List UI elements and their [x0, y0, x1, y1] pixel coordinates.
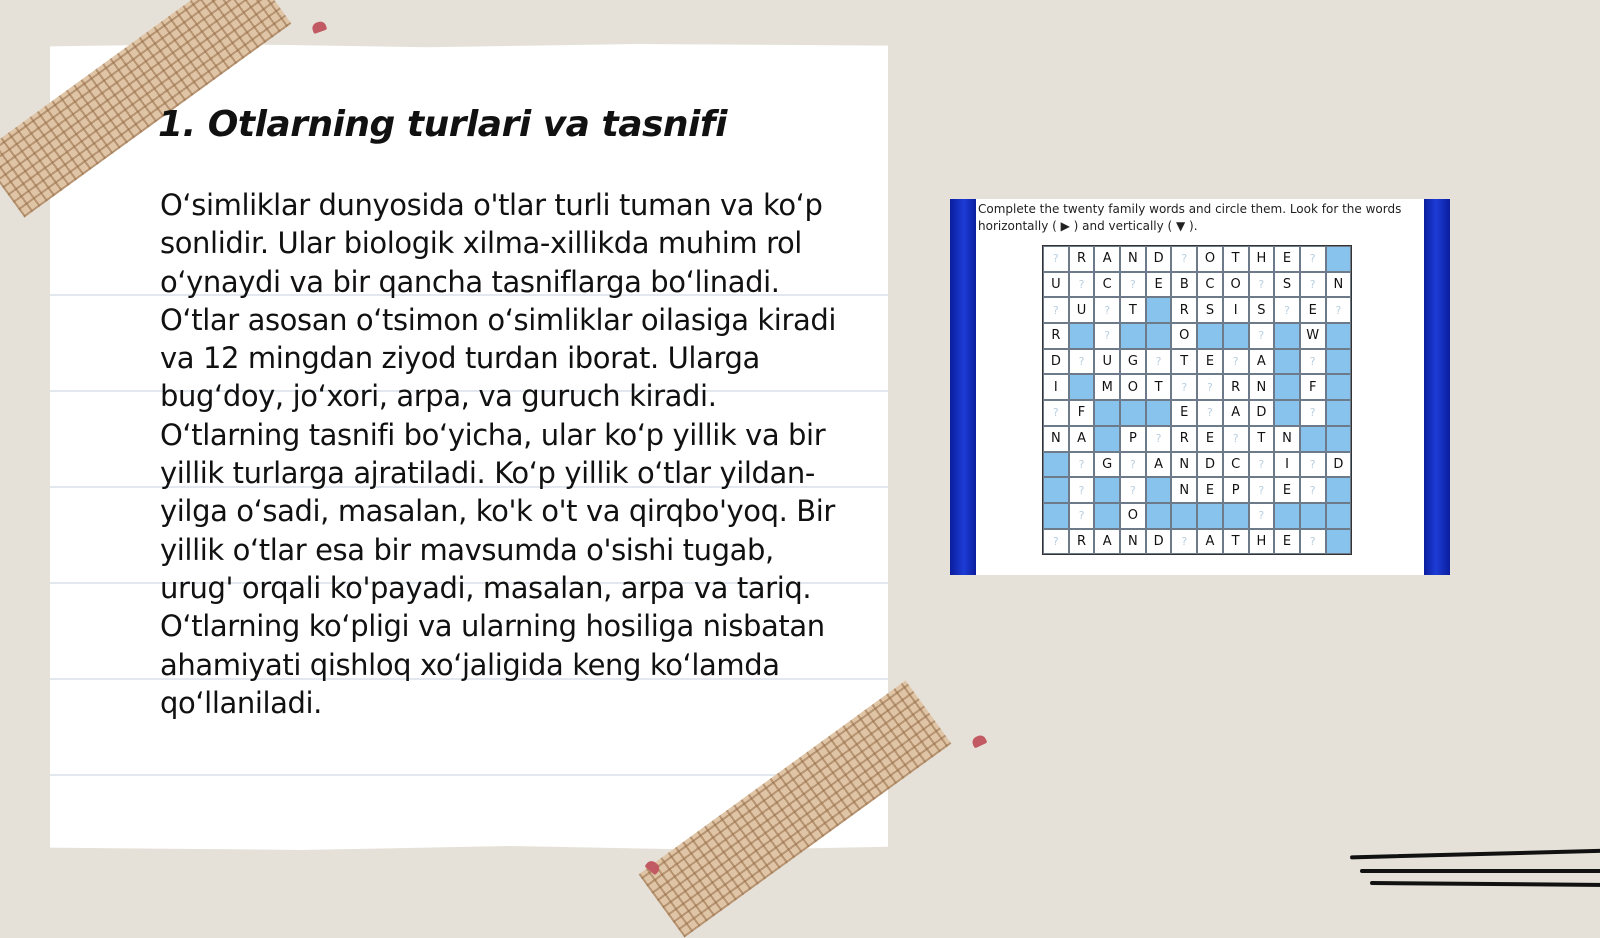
puzzle-cell — [1326, 477, 1352, 503]
puzzle-cell — [1146, 503, 1172, 529]
puzzle-cell: A — [1094, 246, 1120, 272]
puzzle-cell: N — [1043, 426, 1069, 452]
puzzle-cell: H — [1249, 246, 1275, 272]
puzzle-cell — [1120, 323, 1146, 349]
puzzle-cell: ? — [1120, 272, 1146, 298]
puzzle-cell: E — [1197, 426, 1223, 452]
puzzle-cell: ? — [1043, 400, 1069, 426]
puzzle-cell — [1223, 503, 1249, 529]
puzzle-cell: ? — [1146, 349, 1172, 375]
puzzle-cell: A — [1094, 529, 1120, 555]
puzzle-cell: E — [1300, 297, 1326, 323]
puzzle-cell: O — [1120, 374, 1146, 400]
puzzle-cell: ? — [1249, 272, 1275, 298]
puzzle-cell: D — [1043, 349, 1069, 375]
puzzle-cell: P — [1223, 477, 1249, 503]
slide-title: 1. Otlarning turlari va tasnifi — [158, 104, 727, 145]
puzzle-cell: ? — [1197, 400, 1223, 426]
puzzle-cell: ? — [1069, 349, 1095, 375]
puzzle-cell — [1094, 426, 1120, 452]
puzzle-cell: ? — [1069, 272, 1095, 298]
puzzle-cell: S — [1274, 272, 1300, 298]
puzzle-cell: ? — [1249, 477, 1275, 503]
puzzle-cell: E — [1274, 529, 1300, 555]
puzzle-cell: ? — [1171, 246, 1197, 272]
puzzle-cell — [1326, 374, 1352, 400]
puzzle-cell — [1094, 503, 1120, 529]
puzzle-cell: W — [1300, 323, 1326, 349]
puzzle-cell: N — [1249, 374, 1275, 400]
puzzle-cell: R — [1043, 323, 1069, 349]
puzzle-cell: ? — [1043, 297, 1069, 323]
puzzle-cell: ? — [1043, 246, 1069, 272]
puzzle-cell — [1326, 426, 1352, 452]
puzzle-cell — [1043, 452, 1069, 478]
puzzle-cell — [1120, 400, 1146, 426]
puzzle-cell — [1326, 529, 1352, 555]
puzzle-cell — [1274, 374, 1300, 400]
puzzle-cell: H — [1249, 529, 1275, 555]
puzzle-cell: F — [1300, 374, 1326, 400]
puzzle-cell: S — [1249, 297, 1275, 323]
puzzle-cell: R — [1171, 297, 1197, 323]
puzzle-cell: A — [1223, 400, 1249, 426]
puzzle-cell — [1171, 503, 1197, 529]
puzzle-cell: ? — [1069, 503, 1095, 529]
puzzle-cell: B — [1171, 272, 1197, 298]
puzzle-cell: R — [1223, 374, 1249, 400]
puzzle-cell — [1094, 477, 1120, 503]
puzzle-cell: E — [1197, 349, 1223, 375]
puzzle-cell: C — [1094, 272, 1120, 298]
puzzle-cell: O — [1120, 503, 1146, 529]
puzzle-cell: ? — [1300, 400, 1326, 426]
puzzle-cell: D — [1249, 400, 1275, 426]
puzzle-cell — [1146, 477, 1172, 503]
puzzle-grid — [1042, 245, 1352, 555]
puzzle-cell: A — [1146, 452, 1172, 478]
puzzle-instruction: Complete the twenty family words and circle them. Look for the words horizontally ( ▶ ) and vertically ( ▼ ). — [978, 202, 1402, 233]
puzzle-cell: ? — [1300, 477, 1326, 503]
puzzle-cell: P — [1120, 426, 1146, 452]
puzzle-cell: N — [1171, 477, 1197, 503]
puzzle-cell — [1069, 323, 1095, 349]
puzzle-cell: T — [1120, 297, 1146, 323]
puzzle-cell: E — [1197, 477, 1223, 503]
puzzle-cell — [1326, 400, 1352, 426]
puzzle-cell — [1043, 503, 1069, 529]
puzzle-cell: M — [1094, 374, 1120, 400]
puzzle-cell: ? — [1094, 297, 1120, 323]
scribble-line-decoration — [1370, 881, 1600, 887]
puzzle-cell: O — [1223, 272, 1249, 298]
puzzle-cell: O — [1197, 246, 1223, 272]
puzzle-cell: C — [1223, 452, 1249, 478]
puzzle-cell — [1146, 323, 1172, 349]
tape-pin-decoration — [311, 20, 328, 34]
puzzle-cell: R — [1171, 426, 1197, 452]
puzzle-cell: ? — [1120, 477, 1146, 503]
puzzle-cell: G — [1120, 349, 1146, 375]
puzzle-cell — [1326, 503, 1352, 529]
puzzle-cell: D — [1326, 452, 1352, 478]
puzzle-cell: D — [1197, 452, 1223, 478]
puzzle-cell: T — [1171, 349, 1197, 375]
puzzle-cell: T — [1223, 246, 1249, 272]
puzzle-cell: E — [1146, 272, 1172, 298]
puzzle-cell — [1300, 503, 1326, 529]
puzzle-cell: U — [1094, 349, 1120, 375]
puzzle-cell — [1326, 349, 1352, 375]
puzzle-cell — [1223, 323, 1249, 349]
puzzle-cell: E — [1171, 400, 1197, 426]
puzzle-cell: N — [1326, 272, 1352, 298]
puzzle-cell: T — [1146, 374, 1172, 400]
puzzle-cell: R — [1069, 529, 1095, 555]
puzzle-cell: ? — [1197, 374, 1223, 400]
puzzle-cell: N — [1120, 529, 1146, 555]
puzzle-cell: ? — [1069, 452, 1095, 478]
puzzle-cell: U — [1043, 272, 1069, 298]
puzzle-cell — [1274, 400, 1300, 426]
puzzle-cell: ? — [1249, 452, 1275, 478]
puzzle-cell: ? — [1249, 323, 1275, 349]
puzzle-cell: ? — [1300, 349, 1326, 375]
puzzle-cell: ? — [1171, 529, 1197, 555]
puzzle-cell: ? — [1249, 503, 1275, 529]
slide-body-text: O‘simliklar dunyosida o'tlar turli tuman va ko‘p sonlidir. Ular biologik xilma-xillikda muhim rol o‘ynaydi va bir qancha tasniflarga bo‘linadi. O‘tlar asosan o‘tsimon o‘simliklar oilasiga kiradi va 12 mingdan ziyod turdan iborat. Ularga bug‘doy, jo‘xori, arpa, va guruch kiradi. O‘tlarning tasnifi bo‘yicha, ular ko‘p yillik va bir yillik turlarga ajratiladi. Ko‘p yillik o‘tlar yildan-yilga o‘sadi, masalan, ko'k o't va qirqbo'yoq. Bir yillik o‘tlar esa bir mavsumda o'sishi tugab, urug' orqali ko'payadi, masalan, arpa va tariq. O‘tlarning ko‘pligi va ularning hosiliga nisbatan ahamiyati qishloq xo‘jaligida keng ko‘lamda qo‘llaniladi. — [160, 188, 837, 720]
puzzle-cell: ? — [1043, 529, 1069, 555]
puzzle-cell: T — [1223, 529, 1249, 555]
puzzle-cell: I — [1223, 297, 1249, 323]
scribble-line-decoration — [1350, 849, 1600, 860]
puzzle-cell — [1326, 323, 1352, 349]
puzzle-cell: ? — [1146, 426, 1172, 452]
puzzle-cell: ? — [1274, 297, 1300, 323]
puzzle-cell: F — [1069, 400, 1095, 426]
puzzle-cell: I — [1043, 374, 1069, 400]
puzzle-cell: I — [1274, 452, 1300, 478]
puzzle-cell — [1274, 323, 1300, 349]
puzzle-cell — [1300, 426, 1326, 452]
puzzle-cell — [1197, 503, 1223, 529]
puzzle-cell — [1146, 400, 1172, 426]
puzzle-cell: N — [1171, 452, 1197, 478]
tape-pin-decoration — [971, 734, 988, 749]
puzzle-cell — [1326, 246, 1352, 272]
puzzle-cell: ? — [1300, 246, 1326, 272]
puzzle-cell: C — [1197, 272, 1223, 298]
puzzle-cell: N — [1274, 426, 1300, 452]
puzzle-cell: D — [1146, 246, 1172, 272]
puzzle-cell: ? — [1300, 452, 1326, 478]
paper-rule — [50, 774, 888, 776]
puzzle-cell — [1146, 297, 1172, 323]
puzzle-cell: S — [1197, 297, 1223, 323]
puzzle-cell: ? — [1120, 452, 1146, 478]
puzzle-cell — [1094, 400, 1120, 426]
puzzle-cell: ? — [1300, 529, 1326, 555]
puzzle-cell: ? — [1094, 323, 1120, 349]
puzzle-cell: ? — [1069, 477, 1095, 503]
puzzle-cell: ? — [1223, 349, 1249, 375]
crossword-puzzle-image — [950, 199, 1450, 575]
puzzle-cell: A — [1069, 426, 1095, 452]
puzzle-cell: E — [1274, 246, 1300, 272]
puzzle-cell: G — [1094, 452, 1120, 478]
puzzle-cell — [1069, 374, 1095, 400]
puzzle-cell: N — [1120, 246, 1146, 272]
puzzle-cell: O — [1171, 323, 1197, 349]
puzzle-cell: E — [1274, 477, 1300, 503]
puzzle-cell: R — [1069, 246, 1095, 272]
puzzle-cell: ? — [1171, 374, 1197, 400]
puzzle-cell — [1274, 349, 1300, 375]
puzzle-cell — [1274, 503, 1300, 529]
puzzle-cell: T — [1249, 426, 1275, 452]
puzzle-cell: D — [1146, 529, 1172, 555]
puzzle-cell — [1197, 323, 1223, 349]
puzzle-cell: U — [1069, 297, 1095, 323]
scribble-line-decoration — [1360, 869, 1600, 873]
puzzle-cell — [1043, 477, 1069, 503]
puzzle-cell: ? — [1326, 297, 1352, 323]
puzzle-cell: A — [1249, 349, 1275, 375]
puzzle-cell: ? — [1300, 272, 1326, 298]
puzzle-cell: A — [1197, 529, 1223, 555]
puzzle-cell: ? — [1223, 426, 1249, 452]
